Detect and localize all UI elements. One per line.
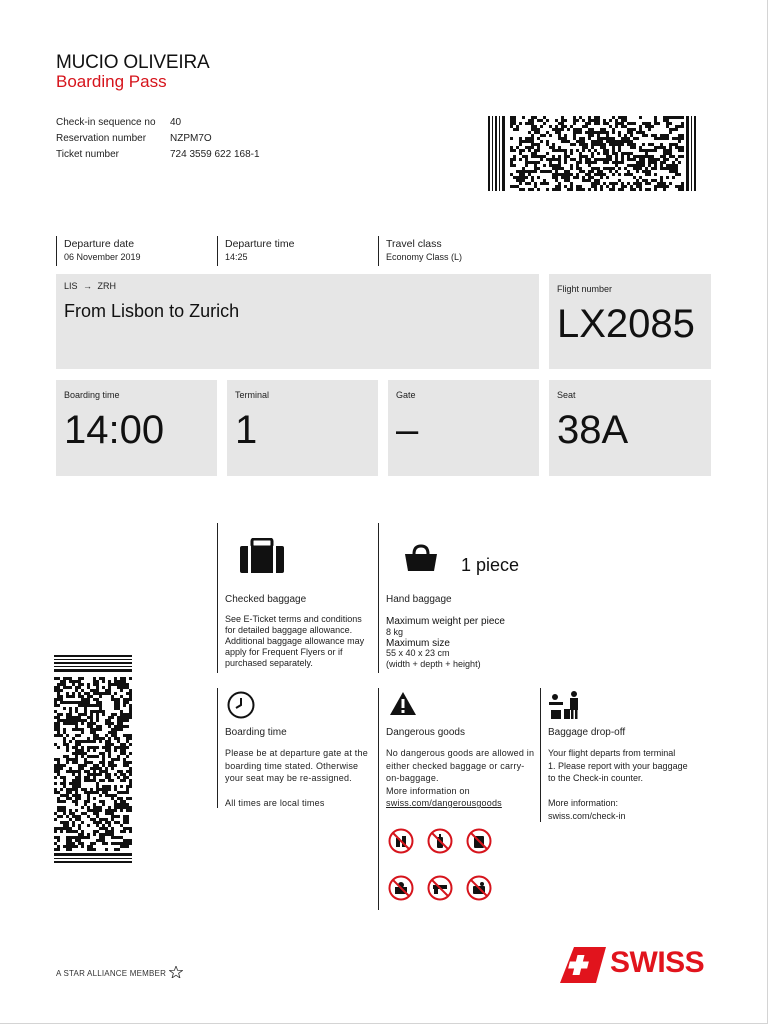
text-line: purchased separately. bbox=[225, 658, 313, 668]
clock-icon bbox=[226, 690, 256, 720]
no-fuel-can-icon bbox=[466, 828, 492, 854]
baggage-dropoff-icon bbox=[547, 690, 583, 720]
no-flammable-icon bbox=[427, 828, 453, 854]
dangerous-goods-link[interactable]: swiss.com/dangerousgoods bbox=[386, 798, 502, 808]
destination-city: Zurich bbox=[189, 301, 240, 321]
dangerous-goods-text bbox=[386, 747, 534, 810]
ticket-value: 724 3559 622 168-1 bbox=[170, 149, 260, 160]
star-alliance-text bbox=[56, 966, 183, 978]
terminal-label: Terminal bbox=[235, 390, 270, 400]
max-size-note: (width + depth + height) bbox=[386, 659, 481, 669]
info-divider bbox=[217, 236, 218, 266]
text-line: No dangerous goods are allowed in bbox=[386, 748, 535, 758]
gate-box bbox=[388, 380, 539, 476]
boarding-note-title: Boarding time bbox=[225, 727, 287, 738]
star-alliance-icon bbox=[169, 966, 183, 978]
travel-class-label: Travel class bbox=[386, 238, 442, 250]
checked-baggage-text bbox=[225, 614, 364, 669]
top-barcode bbox=[488, 116, 698, 191]
flight-number-label: Flight number bbox=[557, 284, 613, 294]
info-divider bbox=[378, 236, 379, 266]
travel-class-value: Economy Class (L) bbox=[386, 252, 463, 262]
origin-city: Lisbon bbox=[111, 301, 165, 321]
side-barcode bbox=[54, 655, 132, 865]
text-line: apply for Frequent Flyers or if bbox=[225, 647, 343, 657]
reservation-label: Reservation number bbox=[56, 133, 147, 144]
dropoff-title: Baggage drop-off bbox=[548, 727, 626, 738]
max-size-value: 55 x 40 x 23 cm bbox=[386, 648, 450, 658]
route-box bbox=[56, 274, 539, 369]
section-divider bbox=[540, 688, 541, 822]
text-line: either checked baggage or carry- bbox=[386, 760, 525, 771]
to-word: to bbox=[169, 301, 185, 321]
seat-label: Seat bbox=[557, 390, 576, 400]
suitcase-icon bbox=[238, 538, 286, 574]
max-weight-label: Maximum weight per piece bbox=[386, 616, 505, 627]
terminal-value: 1 bbox=[235, 408, 258, 452]
departure-date-label: Departure date bbox=[64, 238, 135, 250]
text-line: boarding time stated. Otherwise bbox=[225, 760, 359, 771]
dropoff-more-label: More information: bbox=[548, 798, 619, 808]
section-divider bbox=[378, 523, 379, 673]
boarding-time-value: 14:00 bbox=[64, 408, 165, 452]
terminal-box bbox=[227, 380, 378, 476]
flight-number-value: LX2085 bbox=[557, 302, 695, 346]
text-line: to the Check-in counter. bbox=[548, 773, 644, 783]
max-weight-value: 8 kg bbox=[386, 627, 404, 637]
route-text bbox=[64, 301, 239, 322]
swiss-logo-icon bbox=[560, 945, 608, 985]
section-divider bbox=[378, 688, 379, 910]
reservation-value: NZPM7O bbox=[170, 133, 212, 144]
text-line: Please be at departure gate at the bbox=[225, 748, 368, 758]
departure-time-value: 14:25 bbox=[225, 252, 248, 262]
route-codes bbox=[64, 281, 116, 291]
info-divider bbox=[56, 236, 57, 266]
text-line: See E-Ticket terms and conditions bbox=[225, 614, 362, 624]
seat-box bbox=[549, 380, 711, 476]
flight-number-box bbox=[549, 274, 711, 369]
checkin-link[interactable]: swiss.com/check-in bbox=[548, 811, 626, 821]
text-line: Additional baggage allowance may bbox=[225, 636, 365, 646]
text-line: on-baggage. bbox=[386, 773, 439, 783]
no-weapon-icon bbox=[427, 875, 453, 901]
dropoff-text bbox=[548, 747, 688, 785]
warning-icon bbox=[389, 691, 417, 717]
checkin-seq-value: 40 bbox=[170, 117, 182, 128]
arrow-right-icon: → bbox=[83, 281, 93, 291]
hand-baggage-count: 1 piece bbox=[461, 555, 520, 575]
text-line: your seat may be re-assigned. bbox=[225, 773, 352, 783]
ticket-label: Ticket number bbox=[56, 149, 119, 160]
seat-value: 38A bbox=[557, 408, 629, 452]
departure-time-label: Departure time bbox=[225, 238, 295, 250]
boarding-pass-title: Boarding Pass bbox=[56, 72, 167, 91]
no-toxic-icon bbox=[388, 875, 414, 901]
no-lighter-icon bbox=[388, 828, 414, 854]
gate-label: Gate bbox=[396, 390, 416, 400]
text-line: Your flight departs from terminal bbox=[548, 748, 676, 758]
dangerous-goods-title: Dangerous goods bbox=[386, 727, 465, 738]
gate-value: – bbox=[396, 408, 419, 452]
hand-baggage-title: Hand baggage bbox=[386, 594, 452, 605]
swiss-brand: SWISS bbox=[610, 946, 705, 979]
departure-date-value: 06 November 2019 bbox=[64, 252, 141, 262]
destination-code: ZRH bbox=[97, 281, 117, 291]
boarding-time-label: Boarding time bbox=[64, 390, 120, 400]
boarding-note-text bbox=[225, 747, 368, 785]
checked-baggage-title: Checked baggage bbox=[225, 594, 307, 605]
text-line: More information on bbox=[386, 785, 470, 796]
text-line: for detailed baggage allowance. bbox=[225, 625, 353, 635]
checkin-seq-label: Check-in sequence no bbox=[56, 117, 156, 128]
passenger-name: MUCIO OLIVEIRA bbox=[56, 52, 210, 73]
boarding-time-box bbox=[56, 380, 217, 476]
no-explosive-icon bbox=[466, 875, 492, 901]
from-word: From bbox=[64, 301, 106, 321]
section-divider bbox=[217, 688, 218, 808]
section-divider bbox=[217, 523, 218, 673]
local-times-note: All times are local times bbox=[225, 798, 325, 808]
text-line: 1. Please report with your baggage bbox=[548, 760, 688, 771]
origin-code: LIS bbox=[64, 281, 78, 291]
alliance-label: A STAR ALLIANCE MEMBER bbox=[56, 969, 167, 978]
max-size-label: Maximum size bbox=[386, 638, 450, 649]
handbag-icon bbox=[402, 544, 440, 572]
